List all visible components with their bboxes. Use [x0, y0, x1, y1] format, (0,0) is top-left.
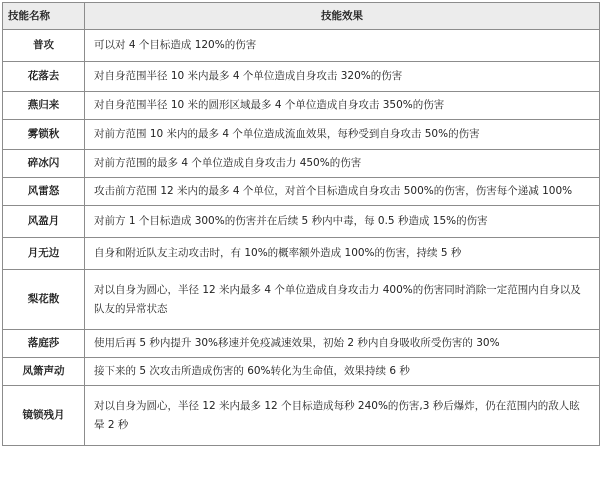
skill-name-cell: 落庭莎	[3, 330, 85, 358]
skill-effect-cell: 对以自身为圆心，半径 12 米内最多 12 个目标造成每秒 240%的伤害,3 秒后爆炸，仍在范围内的敌人眩晕 2 秒	[85, 386, 600, 446]
skill-name-cell: 花落去	[3, 62, 85, 92]
skill-name-cell: 镜锁残月	[3, 386, 85, 446]
skill-effect-cell: 对前方范围 10 米内的最多 4 个单位造成流血效果，每秒受到自身攻击 50%的伤害	[85, 120, 600, 150]
table-row	[3, 358, 600, 386]
skill-effect-cell: 攻击前方范围 12 米内的最多 4 个单位，对首个目标造成自身攻击 500%的伤害，伤害每个递减 100%	[85, 178, 600, 206]
skill-name-cell: 风盈月	[3, 206, 85, 238]
skill-name-cell: 梨花散	[3, 270, 85, 330]
skill-name-cell: 凤箫声动	[3, 358, 85, 386]
table-row	[3, 178, 600, 206]
skill-name-cell: 普攻	[3, 30, 85, 62]
table-row	[3, 62, 600, 92]
header-skill-name: 技能名称	[3, 3, 85, 30]
table-row	[3, 30, 600, 62]
table-row	[3, 238, 600, 270]
skill-effect-cell: 对自身范围半径 10 米的圆形区域最多 4 个单位造成自身攻击 350%的伤害	[85, 92, 600, 120]
skill-name-cell: 月无边	[3, 238, 85, 270]
skill-effect-cell: 自身和附近队友主动攻击时，有 10%的概率额外造成 100%的伤害，持续 5 秒	[85, 238, 600, 270]
table-row	[3, 330, 600, 358]
skill-effect-cell: 对以自身为圆心，半径 12 米内最多 4 个单位造成自身攻击力 400%的伤害同时消除一定范围内自身以及队友的异常状态	[85, 270, 600, 330]
table-row	[3, 150, 600, 178]
skill-effect-cell: 接下来的 5 次攻击所造成伤害的 60%转化为生命值，效果持续 6 秒	[85, 358, 600, 386]
header-skill-effect: 技能效果	[85, 3, 600, 30]
skill-effect-cell: 对自身范围半径 10 米内最多 4 个单位造成自身攻击 320%的伤害	[85, 62, 600, 92]
table-row	[3, 120, 600, 150]
skills-table	[2, 2, 600, 446]
table-row	[3, 92, 600, 120]
skill-effect-cell: 对前方 1 个目标造成 300%的伤害并在后续 5 秒内中毒，每 0.5 秒造成 15%的伤害	[85, 206, 600, 238]
skill-name-cell: 风雷怒	[3, 178, 85, 206]
table-row	[3, 206, 600, 238]
skill-effect-cell: 使用后再 5 秒内提升 30%移速并免疫减速效果，初始 2 秒内自身吸收所受伤害的 30%	[85, 330, 600, 358]
skill-name-cell: 雾锁秋	[3, 120, 85, 150]
table-header-row	[3, 3, 600, 30]
table-row	[3, 270, 600, 330]
skill-name-cell: 燕归来	[3, 92, 85, 120]
skill-name-cell: 碎冰闪	[3, 150, 85, 178]
table-row	[3, 386, 600, 446]
skill-effect-cell: 可以对 4 个目标造成 120%的伤害	[85, 30, 600, 62]
skill-effect-cell: 对前方范围的最多 4 个单位造成自身攻击力 450%的伤害	[85, 150, 600, 178]
